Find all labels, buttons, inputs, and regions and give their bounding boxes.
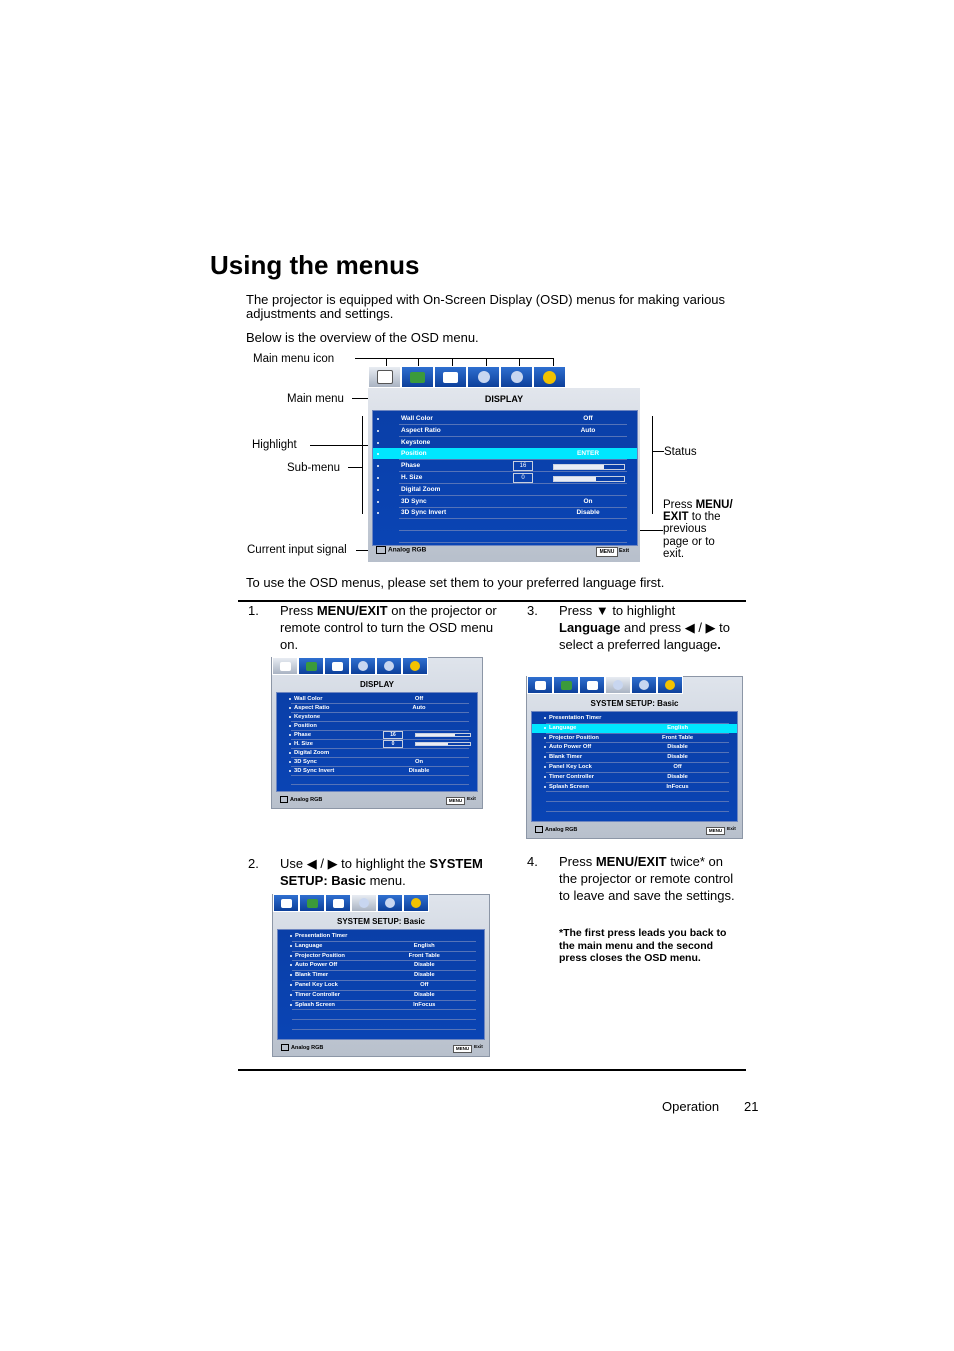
- menu-item-label: Aspect Ratio: [401, 426, 441, 434]
- osd-tab-bar: [368, 366, 566, 388]
- menu-item-label: Panel Key Lock: [295, 982, 338, 988]
- input-signal-label: Analog RGB: [291, 1044, 324, 1051]
- label-main-menu-icon: Main menu icon: [253, 353, 335, 365]
- step-1-text: Press MENU/EXIT on the projector or remote control to turn the OSD menu on.: [280, 603, 497, 652]
- osd-menu-item[interactable]: [277, 758, 477, 766]
- menu-item-label: Keystone: [294, 714, 321, 720]
- menu-item-value: Off: [414, 696, 424, 702]
- step-3-number: 3.: [527, 603, 538, 618]
- bullet-icon: [289, 752, 291, 754]
- osd-menu-item[interactable]: [373, 425, 637, 436]
- row-divider: [546, 811, 729, 812]
- osd-menu-item[interactable]: [278, 1001, 484, 1010]
- osd-menu-item[interactable]: [532, 743, 737, 752]
- value-box: 0: [383, 740, 403, 748]
- tab-picture[interactable]: [553, 676, 579, 694]
- input-signal: [281, 1044, 323, 1051]
- osd-step-3: [526, 676, 743, 839]
- osd-menu-item[interactable]: [277, 749, 477, 757]
- wrench-icon: [358, 661, 368, 671]
- source-icon: [332, 662, 343, 671]
- intro-paragraph: The projector is equipped with On-Screen Display (OSD) menus for making various adjustments and settings.: [246, 292, 726, 321]
- tab-information[interactable]: [533, 366, 566, 388]
- tab-system-advanced[interactable]: [500, 366, 533, 388]
- source-icon: [587, 681, 598, 690]
- exit-label: Exit: [619, 548, 630, 554]
- osd-menu-item[interactable]: [278, 981, 484, 990]
- wrench-icon: [613, 680, 623, 690]
- wrench-plus-icon: [385, 898, 395, 908]
- menu-item-label: Keystone: [401, 438, 431, 446]
- tab-information[interactable]: [657, 676, 683, 694]
- tab-display[interactable]: [368, 366, 401, 388]
- menu-item-label: 3D Sync Invert: [294, 768, 335, 774]
- bullet-icon: [377, 430, 379, 432]
- tab-source[interactable]: [324, 657, 350, 675]
- display-icon: [281, 899, 292, 908]
- menu-item-label: H. Size: [294, 741, 314, 747]
- osd-title: SYSTEM SETUP: Basic: [590, 699, 679, 708]
- menu-item-label: Timer Controller: [295, 991, 340, 998]
- menu-key: MENU: [446, 797, 465, 805]
- wrench-icon: [359, 898, 369, 908]
- bullet-icon: [290, 955, 292, 957]
- osd-menu-item[interactable]: [277, 704, 477, 712]
- menu-key: MENU: [596, 547, 618, 557]
- osd-menu-item[interactable]: [532, 734, 737, 743]
- menu-item-label: Position: [294, 723, 317, 729]
- osd-tab-bar: [527, 676, 683, 694]
- menu-item-value: Off: [583, 415, 593, 422]
- menu-item-value: Front Table: [408, 952, 440, 959]
- overview-text: Below is the overview of the OSD menu.: [246, 330, 479, 345]
- tab-source[interactable]: [579, 676, 605, 694]
- tab-system-advanced[interactable]: [376, 657, 402, 675]
- menu-item-value: Disable: [576, 509, 600, 517]
- osd-menu-item[interactable]: [278, 952, 484, 961]
- menu-item-value: InFocus: [413, 1001, 436, 1008]
- language-instruction: To use the OSD menus, please set them to your preferred language first.: [246, 575, 665, 590]
- picture-icon: [410, 372, 425, 383]
- level-bar[interactable]: [553, 464, 625, 470]
- bullet-icon: [377, 453, 379, 455]
- osd-main: [368, 366, 640, 562]
- value-box: 16: [383, 731, 403, 739]
- info-icon: [665, 680, 675, 690]
- tab-display[interactable]: [527, 676, 553, 694]
- tab-information[interactable]: [403, 894, 429, 912]
- menu-item-value: Auto: [580, 426, 596, 434]
- row-divider: [292, 1009, 476, 1010]
- menu-item-label: Splash Screen: [549, 783, 589, 790]
- tab-system-basic[interactable]: [351, 894, 377, 912]
- tab-system-basic[interactable]: [467, 366, 500, 388]
- menu-item-label: 3D Sync Invert: [401, 509, 447, 517]
- osd-submenu-panel: [531, 711, 738, 822]
- menu-item-label: Auto Power Off: [295, 962, 338, 969]
- tab-display[interactable]: [272, 657, 298, 675]
- menu-item-label: Panel Key Lock: [549, 764, 592, 770]
- osd-menu-item[interactable]: [277, 740, 477, 748]
- bullet-icon: [289, 743, 291, 745]
- menu-item-value: ENTER: [576, 450, 600, 458]
- osd-menu-item[interactable]: [277, 731, 477, 739]
- osd-menu-item[interactable]: [278, 961, 484, 970]
- osd-menu-item[interactable]: [373, 437, 637, 448]
- menu-item-label: Wall Color: [401, 415, 433, 422]
- label-sub-menu: Sub-menu: [287, 462, 341, 474]
- osd-step-2: [272, 894, 490, 1057]
- menu-item-label: Projector Position: [549, 734, 599, 741]
- menu-item-label: Blank Timer: [549, 754, 583, 761]
- osd-menu-item[interactable]: [373, 484, 637, 495]
- level-bar[interactable]: [553, 476, 625, 482]
- bullet-icon: [290, 994, 292, 996]
- step-2-number: 2.: [248, 856, 259, 871]
- level-bar[interactable]: [415, 733, 471, 737]
- step-2-text: Use ◀ / ▶ to highlight the SYSTEM SETUP: Basic menu.: [280, 856, 483, 888]
- osd-submenu-panel: [372, 410, 638, 546]
- menu-item-label: Presentation Timer: [295, 933, 348, 939]
- value-box: 16: [513, 461, 533, 471]
- menu-item-value: English: [413, 942, 435, 949]
- menu-item-label: 3D Sync: [294, 759, 317, 765]
- menu-item-label: Language: [295, 942, 323, 949]
- menu-item-label: Presentation Timer: [549, 715, 602, 721]
- osd-menu-item[interactable]: [373, 413, 637, 424]
- menu-item-label: H. Size: [401, 474, 423, 481]
- input-signal-label: Analog RGB: [290, 796, 323, 803]
- osd-tab-bar: [273, 894, 429, 912]
- bullet-icon: [377, 465, 379, 467]
- tab-source[interactable]: [434, 366, 467, 388]
- tab-information[interactable]: [402, 657, 428, 675]
- bullet-icon: [544, 756, 546, 758]
- menu-item-value: English: [667, 724, 689, 731]
- bullet-icon: [289, 725, 291, 727]
- bullet-icon: [290, 935, 292, 937]
- menu-item-label: Timer Controller: [549, 773, 594, 780]
- menu-item-value: Disable: [413, 972, 435, 979]
- menu-item-value: Disable: [667, 754, 688, 761]
- menu-item-value: Disable: [408, 768, 430, 774]
- callout-line: [355, 358, 553, 359]
- menu-item-label: Projector Position: [295, 952, 345, 959]
- callout-line: [652, 451, 664, 452]
- page-number: 21: [744, 1099, 759, 1114]
- bullet-icon: [289, 698, 291, 700]
- callout-line: [637, 530, 663, 531]
- osd-title: DISPLAY: [484, 394, 524, 404]
- bullet-icon: [289, 716, 291, 718]
- step-4-number: 4.: [527, 854, 538, 869]
- menu-item-label: Phase: [401, 462, 421, 470]
- row-divider: [291, 784, 469, 785]
- bullet-icon: [289, 707, 291, 709]
- osd-submenu-panel: [276, 692, 478, 792]
- display-icon: [377, 370, 393, 384]
- step-4-text: Press MENU/EXIT twice* on the projector or remote control to leave and save the settings.: [559, 854, 735, 903]
- bullet-icon: [289, 734, 291, 736]
- input-icon: [281, 1044, 289, 1051]
- input-signal: Analog RGB: [376, 546, 426, 554]
- osd-menu-item[interactable]: [278, 932, 484, 941]
- osd-menu-item[interactable]: [373, 448, 637, 459]
- tab-picture[interactable]: [401, 366, 434, 388]
- bullet-icon: [290, 984, 292, 986]
- bullet-icon: [290, 974, 292, 976]
- bullet-icon: [377, 512, 379, 514]
- osd-title: SYSTEM SETUP: Basic: [336, 917, 426, 926]
- tab-system-basic[interactable]: [350, 657, 376, 675]
- osd-menu-item[interactable]: [532, 753, 737, 762]
- bullet-icon: [289, 770, 291, 772]
- info-icon: [411, 898, 421, 908]
- wrench-plus-icon: [511, 371, 523, 383]
- osd-menu-item[interactable]: [277, 767, 477, 775]
- tab-system-advanced[interactable]: [631, 676, 657, 694]
- tab-picture[interactable]: [299, 894, 325, 912]
- value-box: 0: [513, 473, 533, 483]
- bullet-icon: [377, 477, 379, 479]
- osd-step-1: [271, 657, 483, 809]
- bullet-icon: [377, 489, 379, 491]
- menu-item-label: 3D Sync: [401, 497, 427, 505]
- display-icon: [535, 681, 546, 690]
- menu-item-label: Aspect Ratio: [294, 705, 330, 711]
- exit-label: Exit: [467, 797, 476, 802]
- menu-item-label: Wall Color: [294, 696, 323, 702]
- osd-menu-item[interactable]: [277, 722, 477, 730]
- osd-menu-item[interactable]: [532, 763, 737, 772]
- osd-menu-item[interactable]: [373, 496, 637, 507]
- tab-system-advanced[interactable]: [377, 894, 403, 912]
- info-icon: [543, 371, 556, 384]
- menu-item-value: Front Table: [661, 734, 694, 741]
- menu-item-label: Blank Timer: [295, 972, 329, 979]
- bullet-icon: [289, 761, 291, 763]
- picture-icon: [561, 681, 572, 690]
- input-icon: [280, 796, 288, 803]
- menu-item-value: InFocus: [666, 783, 689, 790]
- input-icon: [535, 826, 543, 833]
- row-divider: [546, 791, 729, 792]
- bullet-icon: [544, 786, 546, 788]
- bullet-icon: [544, 737, 546, 739]
- label-status: Status: [664, 446, 697, 458]
- wrench-plus-icon: [384, 661, 394, 671]
- row-divider: [292, 1029, 476, 1030]
- menu-item-value: On: [414, 759, 424, 765]
- menu-item-label: Language: [549, 724, 577, 731]
- osd-menu-item[interactable]: [278, 971, 484, 980]
- source-icon: [443, 372, 458, 383]
- row-divider: [399, 542, 627, 543]
- callout-line: [362, 416, 363, 514]
- bullet-icon: [290, 964, 292, 966]
- menu-item-value: Disable: [667, 773, 688, 780]
- osd-menu-item[interactable]: [373, 507, 637, 518]
- menu-item-value: Disable: [413, 991, 435, 998]
- osd-menu-item[interactable]: [278, 942, 484, 951]
- osd-submenu-panel: [277, 929, 485, 1040]
- row-divider: [399, 530, 627, 531]
- bullet-icon: [544, 746, 546, 748]
- input-signal-label: Analog RGB: [545, 826, 578, 833]
- bottom-rule: [238, 1069, 746, 1071]
- row-divider: [546, 801, 729, 802]
- row-divider: [291, 775, 469, 776]
- bullet-icon: [290, 945, 292, 947]
- wrench-plus-icon: [639, 680, 649, 690]
- menu-item-label: Digital Zoom: [401, 485, 441, 493]
- tab-system-basic[interactable]: [605, 676, 631, 694]
- page-title: Using the menus: [210, 250, 420, 280]
- input-signal: [535, 826, 577, 833]
- menu-key: MENU: [453, 1045, 472, 1053]
- label-highlight: Highlight: [252, 439, 297, 451]
- osd-menu-item[interactable]: [532, 714, 737, 723]
- tab-source[interactable]: [325, 894, 351, 912]
- footer-section: Operation: [662, 1099, 720, 1114]
- level-bar[interactable]: [415, 742, 471, 746]
- osd-menu-item[interactable]: [532, 783, 737, 792]
- display-icon: [280, 662, 291, 671]
- bullet-icon: [544, 776, 546, 778]
- tab-display[interactable]: [273, 894, 299, 912]
- footnote: *The first press leads you back to the main menu and the second press closes the OSD menu.: [559, 927, 727, 964]
- bullet-icon: [377, 418, 379, 420]
- row-divider: [399, 518, 627, 519]
- osd-menu-item[interactable]: [532, 724, 737, 733]
- bullet-icon: [377, 501, 379, 503]
- menu-item-value: Off: [673, 764, 682, 770]
- menu-key: MENU: [706, 827, 725, 835]
- step-1-number: 1.: [248, 603, 259, 618]
- menu-item-value: Off: [420, 982, 429, 988]
- source-icon: [333, 899, 344, 908]
- menu-item-value: On: [583, 497, 593, 505]
- wrench-icon: [478, 371, 490, 383]
- bullet-icon: [290, 1004, 292, 1006]
- menu-item-value: Disable: [413, 962, 435, 969]
- menu-item-label: Position: [401, 450, 427, 458]
- osd-menu-item[interactable]: [278, 991, 484, 1000]
- bullet-icon: [544, 727, 546, 729]
- bullet-icon: [544, 717, 546, 719]
- picture-icon: [307, 899, 318, 908]
- step-3-text: Press ▼ to highlight Language and press ◀ / ▶ to select a preferred language.: [559, 603, 731, 652]
- callout-line: [348, 467, 362, 468]
- label-press-menu-exit: Press MENU/ EXIT to the previous page or to exit.: [663, 499, 733, 560]
- bullet-icon: [377, 442, 379, 444]
- exit-label: Exit: [474, 1045, 483, 1050]
- osd-tab-bar: [272, 657, 428, 675]
- exit-label: Exit: [727, 827, 736, 832]
- menu-item-value: Auto: [412, 705, 426, 711]
- osd-menu-item[interactable]: [277, 695, 477, 703]
- tab-picture[interactable]: [298, 657, 324, 675]
- menu-item-value: Disable: [667, 744, 688, 751]
- label-main-menu: Main menu: [287, 393, 344, 405]
- osd-menu-item[interactable]: [277, 713, 477, 721]
- menu-item-label: Auto Power Off: [549, 744, 592, 751]
- osd-menu-item[interactable]: [532, 773, 737, 782]
- bullet-icon: [544, 766, 546, 768]
- info-icon: [410, 661, 420, 671]
- picture-icon: [306, 662, 317, 671]
- label-current-input-signal: Current input signal: [247, 544, 347, 556]
- input-icon: [376, 546, 386, 554]
- osd-title: DISPLAY: [360, 680, 394, 689]
- row-divider: [292, 1019, 476, 1020]
- menu-item-label: Phase: [294, 732, 312, 738]
- callout-line: [652, 416, 653, 514]
- menu-item-label: Splash Screen: [295, 1001, 335, 1008]
- input-signal: [280, 796, 322, 803]
- menu-item-label: Digital Zoom: [294, 750, 330, 756]
